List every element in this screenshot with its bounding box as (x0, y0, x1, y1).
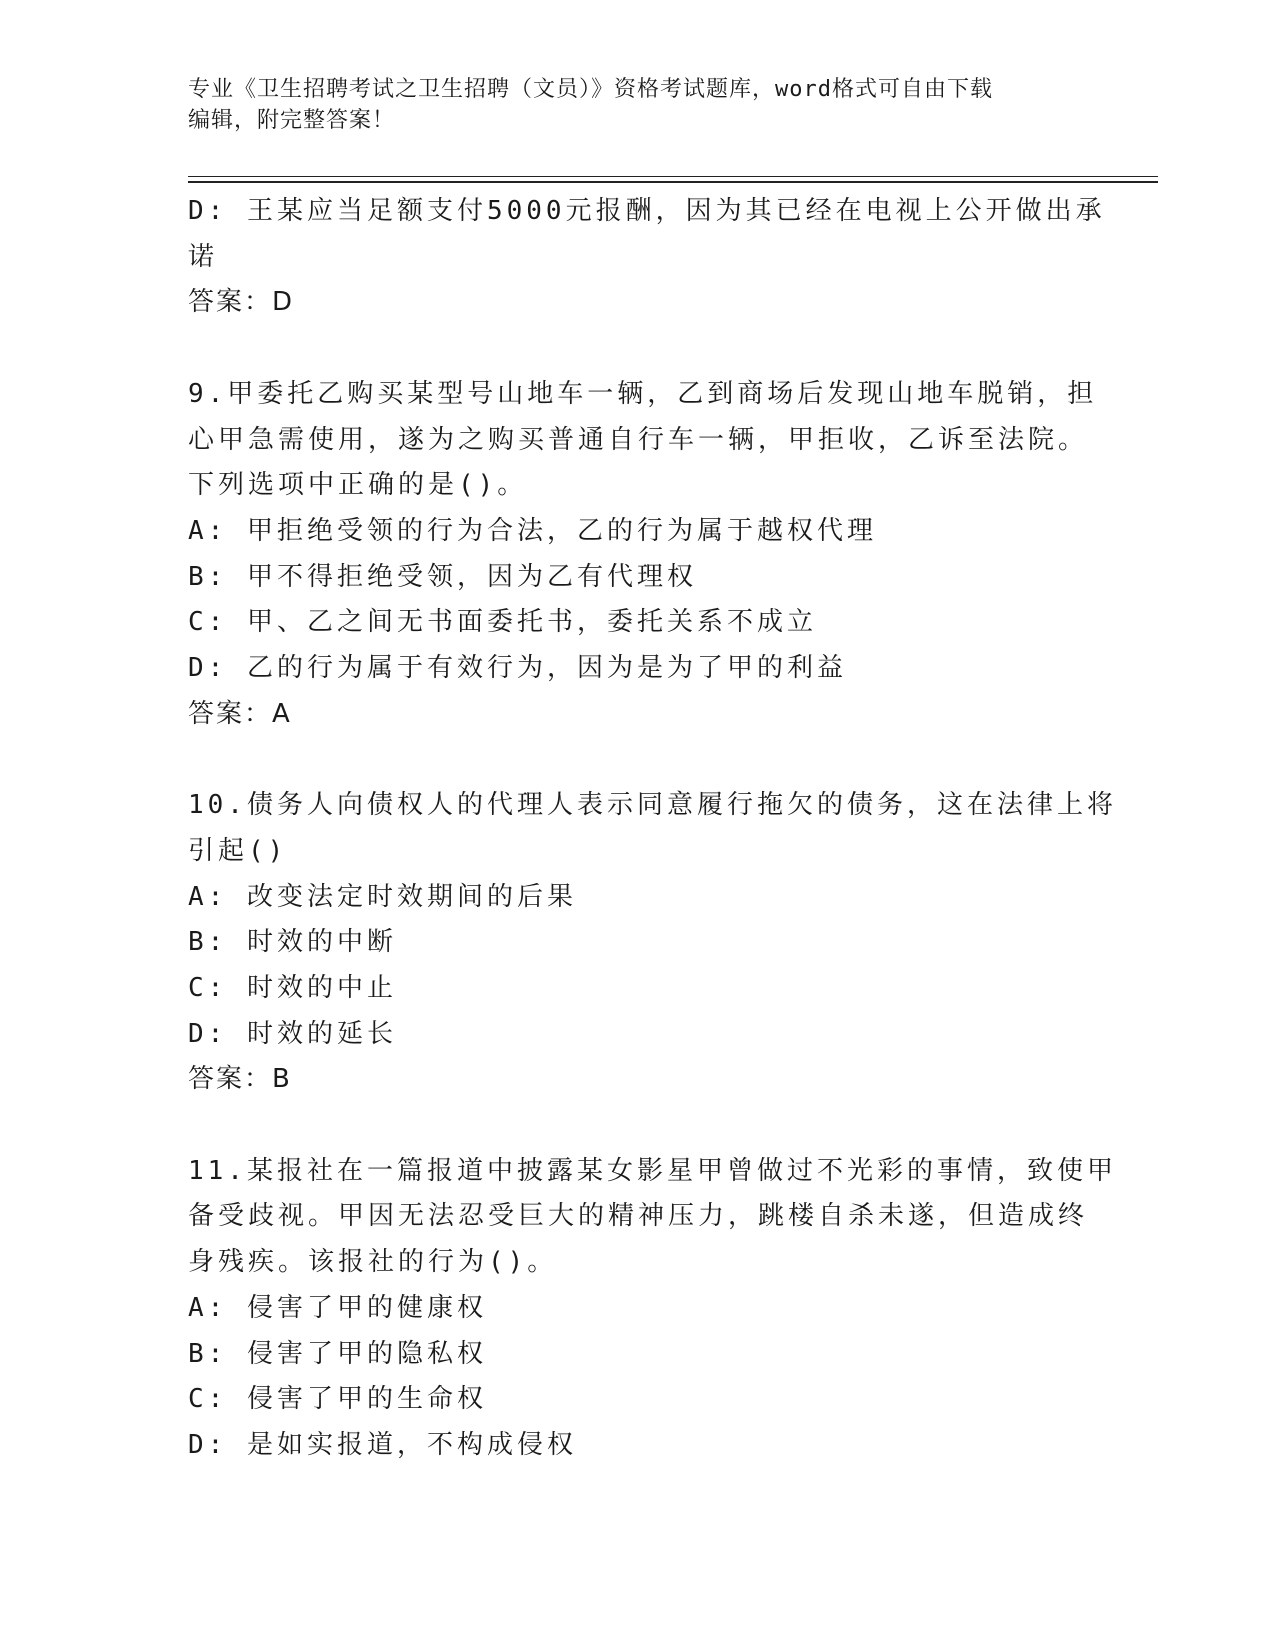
q10-option-a: A: 改变法定时效期间的后果 (188, 881, 577, 912)
q10-option-c: C: 时效的中止 (188, 972, 397, 1003)
q11-option-d: D: 是如实报道，不构成侵权 (188, 1429, 577, 1460)
q9-option-b: B: 甲不得拒绝受领，因为乙有代理权 (188, 561, 697, 592)
spacer (188, 326, 1088, 372)
header-line-1: 专业《卫生招聘考试之卫生招聘（文员）》资格考试题库，word格式可自由下载 (188, 77, 993, 102)
q11-stem-line-1: 11.某报社在一篇报道中披露某女影星甲曾做过不光彩的事情，致使甲 (188, 1155, 1117, 1186)
prev-answer: 答案：D (188, 287, 295, 318)
q10-option-b: B: 时效的中断 (188, 927, 397, 958)
q11-stem-line-2: 备受歧视。甲因无法忍受巨大的精神压力，跳楼自杀未遂，但造成终 (188, 1201, 1089, 1232)
q9-stem-line-1: 9.甲委托乙购买某型号山地车一辆，乙到商场后发现山地车脱销，担 (188, 378, 1098, 409)
spacer (188, 737, 1088, 783)
q11-option-b: B: 侵害了甲的隐私权 (188, 1338, 487, 1369)
q10-stem-line-1: 10.债务人向债权人的代理人表示同意履行拖欠的债务，这在法律上将 (188, 790, 1117, 821)
q11-option-a: A: 侵害了甲的健康权 (188, 1292, 487, 1323)
q9-option-a: A: 甲拒绝受领的行为合法，乙的行为属于越权代理 (188, 515, 877, 546)
q9-option-c: C: 甲、乙之间无书面委托书，委托关系不成立 (188, 607, 817, 638)
prev-option-d-line-1: D: 王某应当足额支付5000元报酬，因为其已经在电视上公开做出承 (188, 196, 1106, 226)
question-content (188, 189, 1117, 1469)
document-header (188, 74, 1068, 136)
q10-answer: 答案：B (188, 1064, 292, 1095)
header-line-2: 编辑，附完整答案！ (188, 108, 396, 133)
q10-stem-line-2: 引起() (188, 835, 288, 866)
q9-option-d: D: 乙的行为属于有效行为，因为是为了甲的利益 (188, 653, 847, 684)
spacer (188, 1103, 1088, 1149)
q9-stem-line-3: 下列选项中正确的是()。 (188, 470, 528, 501)
q10-option-d: D: 时效的延长 (188, 1018, 397, 1049)
header-rule-thick (188, 181, 1158, 183)
q9-answer: 答案：A (188, 698, 292, 729)
q9-stem-line-2: 心甲急需使用，遂为之购买普通自行车一辆，甲拒收，乙诉至法院。 (188, 424, 1089, 455)
q11-stem-line-3: 身残疾。该报社的行为()。 (188, 1247, 558, 1278)
header-rule-thin (188, 176, 1158, 177)
prev-option-d-line-2: 诺 (188, 241, 219, 272)
q11-option-c: C: 侵害了甲的生命权 (188, 1384, 487, 1415)
